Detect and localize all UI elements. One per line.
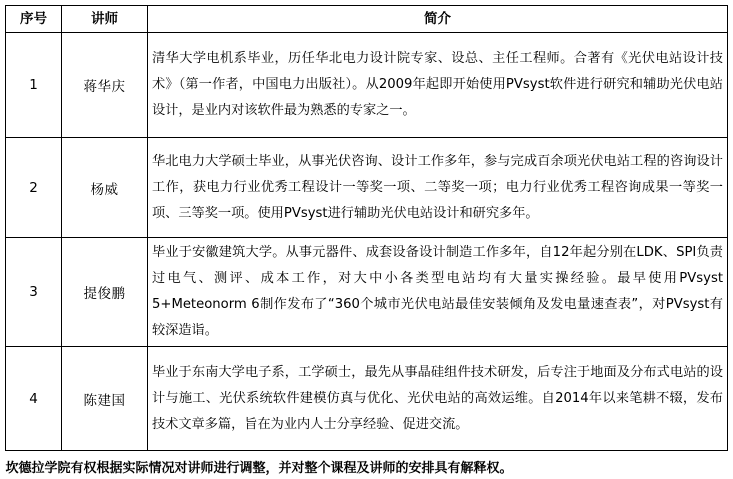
cell-instructor-name: 蒋华庆 xyxy=(62,33,148,138)
cell-instructor-bio: 毕业于东南大学电子系，工学硕士，最先从事晶硅组件技术研发，后专注于地面及分布式电站的设计与施工、光伏系统软件建模仿真与优化、光伏电站的高效运维。自2014年以来笔耕不辍，发布技术文章多篇，旨在为业内人士分享经验、促进交流。 xyxy=(148,347,728,451)
table-row xyxy=(6,238,728,347)
cell-instructor-bio: 毕业于安徽建筑大学。从事元器件、成套设备设计制造工作多年，自12年起分别在LDK、SPI负责过电气、测评、成本工作，对大中小各类型电站均有大量实操经验。最早使用PVsyst 5+Meteonorm 6制作发布了“360个城市光伏电站最佳安装倾角及发电量速查表”，对PVsyst有较深造诣。 xyxy=(148,238,728,347)
cell-index: 3 xyxy=(6,238,62,347)
table-row xyxy=(6,347,728,451)
cell-instructor-name: 杨威 xyxy=(62,138,148,238)
table-body xyxy=(6,33,728,451)
instructor-table xyxy=(5,5,728,451)
table-row xyxy=(6,33,728,138)
cell-instructor-name: 陈建国 xyxy=(62,347,148,451)
cell-index: 1 xyxy=(6,33,62,138)
column-header-name: 讲师 xyxy=(62,6,148,33)
table-row xyxy=(6,138,728,238)
column-header-index: 序号 xyxy=(6,6,62,33)
table-header xyxy=(6,6,728,33)
cell-index: 2 xyxy=(6,138,62,238)
cell-index: 4 xyxy=(6,347,62,451)
column-header-bio: 简介 xyxy=(148,6,728,33)
table-header-row xyxy=(6,6,728,33)
cell-instructor-name: 提俊鹏 xyxy=(62,238,148,347)
footer-disclaimer: 坎德拉学院有权根据实际情况对讲师进行调整，并对整个课程及讲师的安排具有解释权。 xyxy=(5,461,513,476)
cell-instructor-bio: 华北电力大学硕士毕业，从事光伏咨询、设计工作多年，参与完成百余项光伏电站工程的咨询设计工作，获电力行业优秀工程设计一等奖一项、二等奖一项；电力行业优秀工程咨询成果一等奖一项、三等奖一项。使用PVsyst进行辅助光伏电站设计和研究多年。 xyxy=(148,138,728,238)
cell-instructor-bio: 清华大学电机系毕业，历任华北电力设计院专家、设总、主任工程师。合著有《光伏电站设计技术》（第一作者，中国电力出版社）。从2009年起即开始使用PVsyst软件进行研究和辅助光伏电站设计，是业内对该软件最为熟悉的专家之一。 xyxy=(148,33,728,138)
